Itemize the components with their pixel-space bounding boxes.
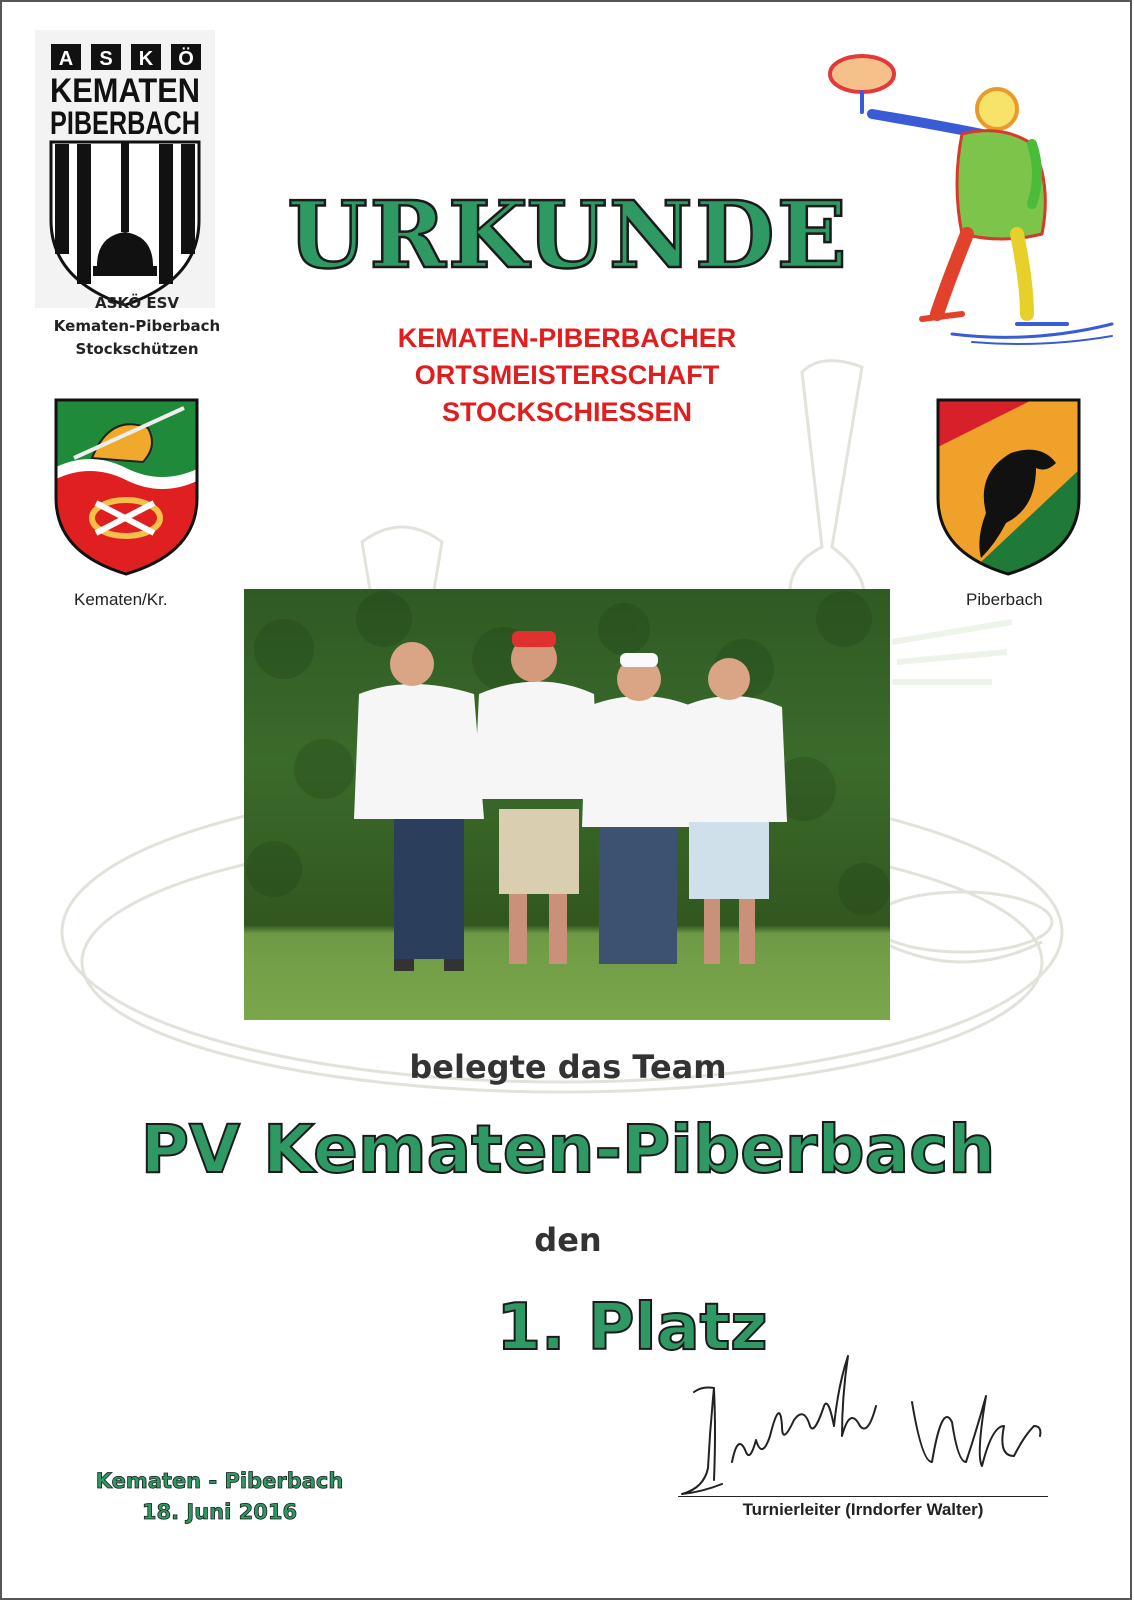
kematen-coat-of-arms: [54, 398, 199, 576]
club-caption-line-3: Stockschützen: [75, 340, 199, 358]
logo-letter-s: S: [99, 48, 113, 70]
piberbach-label: Piberbach: [966, 590, 1043, 609]
signature: [672, 1382, 1062, 1502]
placement-den: den: [534, 1221, 602, 1259]
subtitle-line-2: ORTSMEISTERSCHAFT: [414, 360, 720, 390]
signature-caption: Turnierleiter (Irndorfer Walter): [742, 1500, 984, 1519]
club-logo: [35, 30, 215, 308]
logo-letter-k: K: [138, 48, 154, 70]
club-caption-line-2: Kematen-Piberbach: [53, 317, 221, 335]
signature-line: [678, 1496, 1048, 1497]
team-photo-image: [244, 589, 890, 1020]
event-date: 18. Juni 2016: [141, 1500, 298, 1524]
placement-rank: 1. Platz: [496, 1291, 768, 1365]
logo-letter-a: A: [58, 48, 74, 70]
team-name: PV Kematen-Piberbach: [140, 1111, 996, 1188]
person-1: [354, 642, 484, 971]
logo-piberbach: PIBERBACH: [50, 105, 200, 141]
person-4: [677, 658, 787, 964]
subtitle-line-3: STOCKSCHIESSEN: [441, 397, 693, 427]
club-caption-line-1: ASKÖ ESV: [95, 294, 179, 312]
kematen-label: Kematen/Kr.: [74, 590, 168, 609]
championship-title: [302, 320, 832, 431]
certificate-title: URKUNDE: [287, 181, 849, 289]
placement-intro: belegte das Team: [409, 1048, 727, 1086]
piberbach-coat-of-arms: [936, 398, 1081, 576]
logo-letter-o: Ö: [178, 48, 194, 70]
logo-kematen: KEMATEN: [50, 72, 200, 110]
subtitle-line-1: KEMATEN-PIBERBACHER: [397, 323, 737, 353]
place-and-date: [82, 1466, 357, 1528]
club-caption: [42, 292, 232, 361]
team-photo: [244, 589, 890, 1020]
event-location: Kematen - Piberbach: [95, 1469, 344, 1493]
